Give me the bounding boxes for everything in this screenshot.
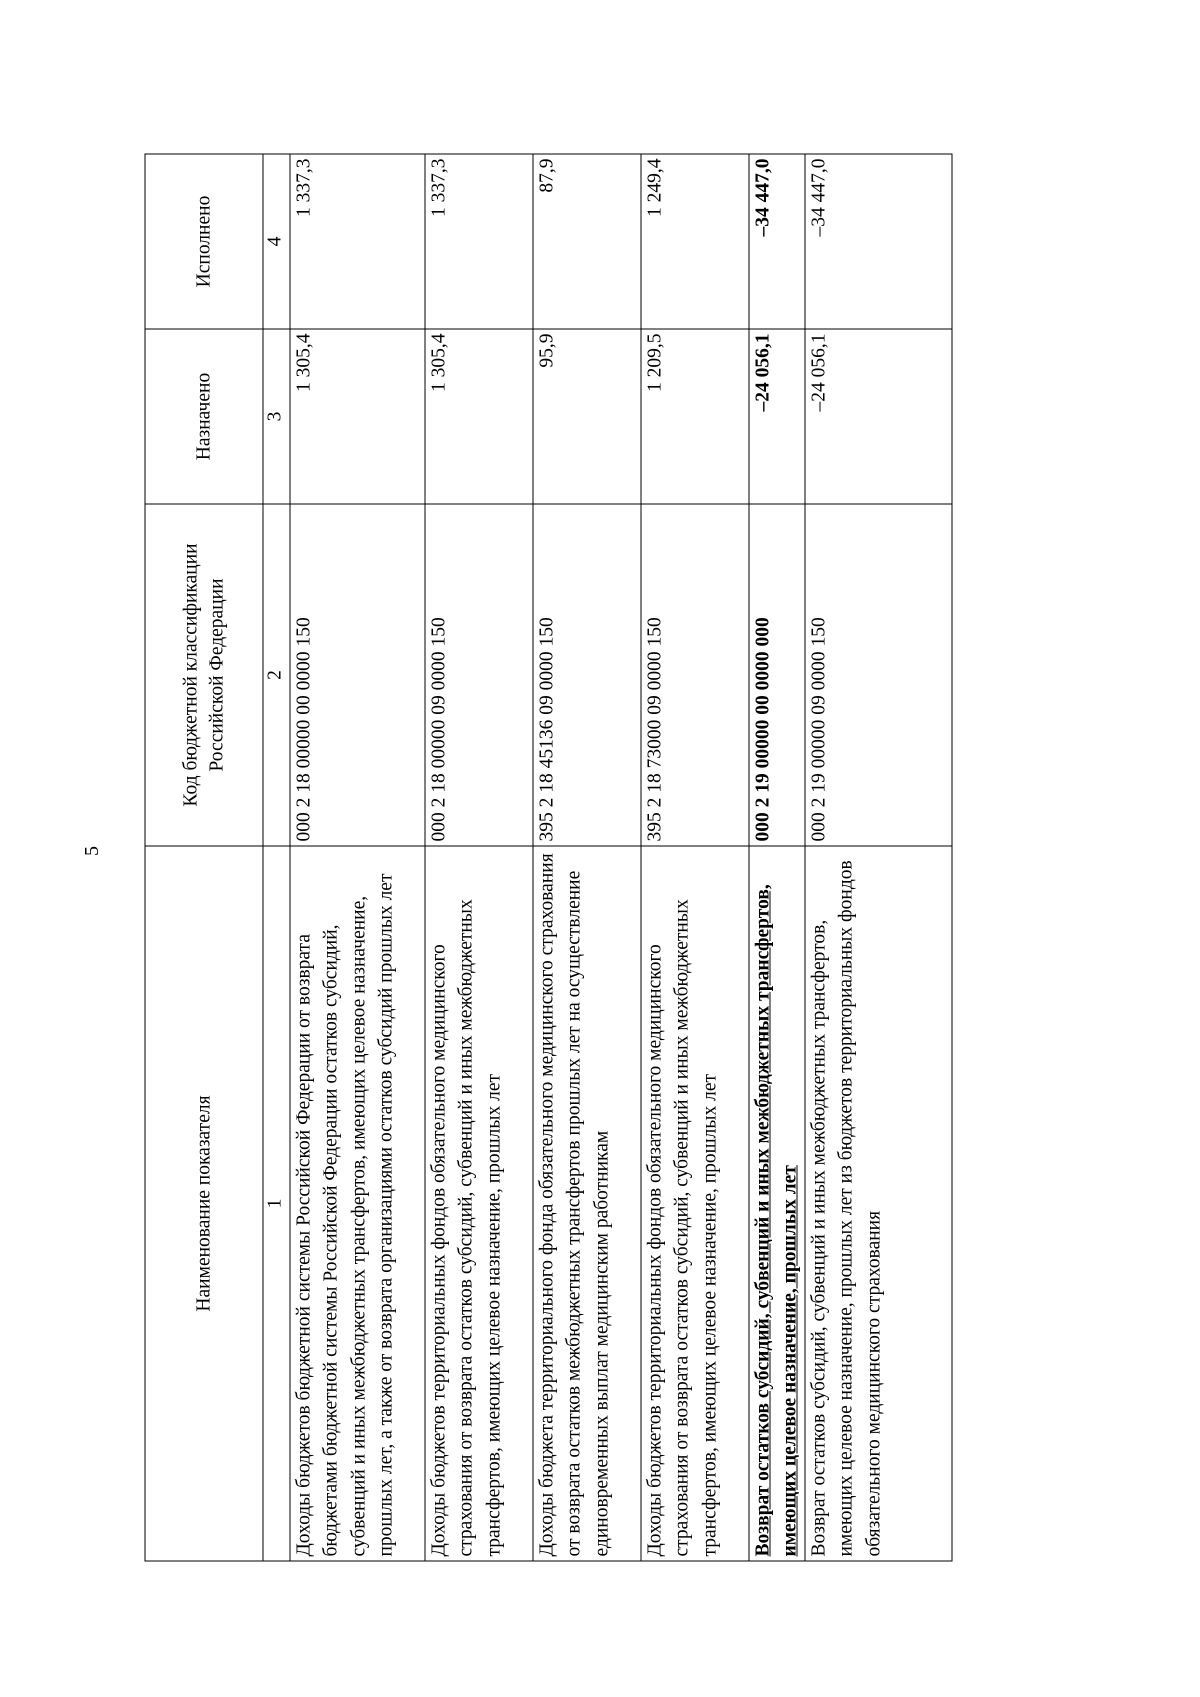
column-number: 1 [263, 846, 290, 1561]
column-number-row [263, 154, 290, 1561]
row-executed: 1 337,3 [425, 154, 533, 329]
row-code: 000 2 19 00000 00 0000 000 [749, 504, 805, 846]
row-planned: –24 056,1 [804, 329, 951, 504]
header-executed: Исполнено [145, 154, 263, 329]
table-row-total [749, 154, 805, 1561]
row-planned: –24 056,1 [749, 329, 805, 504]
row-code: 395 2 18 45136 09 0000 150 [533, 504, 641, 846]
row-code: 000 2 18 00000 09 0000 150 [425, 504, 533, 846]
column-number: 2 [263, 504, 290, 846]
table-row [425, 154, 533, 1561]
row-planned: 95,9 [533, 329, 641, 504]
row-name: Возврат остатков субсидий, субвенций и иных межбюджетных трансфертов, имеющих целевое назначение, прошлых лет [749, 846, 805, 1561]
row-name: Доходы бюджетов бюджетной системы Российской Федерации от возврата бюджетами бюджетной системы Российской Федерации остатков субсидий, субвенций и иных межбюджетных трансфертов, имеющих целевое назначение, прошлых лет, а также от возврата организациями остатков субсидий прошлых лет [290, 846, 425, 1561]
row-name: Доходы бюджетов территориальных фондов обязательного медицинского страхования от возврата остатков субсидий, субвенций и иных межбюджетных трансфертов, имеющих целевое назначение, прошлых лет [641, 846, 749, 1561]
table-header-row [145, 154, 263, 1561]
report-table [144, 154, 952, 1562]
row-code: 000 2 18 00000 00 0000 150 [290, 504, 425, 846]
column-number: 3 [263, 329, 290, 504]
row-planned: 1 305,4 [425, 329, 533, 504]
header-planned: Назначено [145, 329, 263, 504]
row-name: Доходы бюджетов территориальных фондов обязательного медицинского страхования от возврата остатков субсидий, субвенций и иных межбюджетных трансфертов, имеющих целевое назначение, прошлых лет [425, 846, 533, 1561]
row-executed: 1 337,3 [290, 154, 425, 329]
table-row [533, 154, 641, 1561]
row-name: Возврат остатков субсидий, субвенций и иных межбюджетных трансфертов, имеющих целевое назначение, прошлых лет из бюджетов территориальных фондов обязательного медицинского страхования [804, 846, 951, 1561]
row-code: 395 2 18 73000 09 0000 150 [641, 504, 749, 846]
row-planned: 1 209,5 [641, 329, 749, 504]
row-executed: 87,9 [533, 154, 641, 329]
column-number: 4 [263, 154, 290, 329]
header-name: Наименование показателя [145, 846, 263, 1561]
row-executed: –34 447,0 [804, 154, 951, 329]
row-planned: 1 305,4 [290, 329, 425, 504]
row-code: 000 2 19 00000 09 0000 150 [804, 504, 951, 846]
report-table-container [144, 155, 944, 1562]
table-row [804, 154, 951, 1561]
table-row [290, 154, 425, 1561]
page-number: 5 [81, 846, 103, 856]
header-code: Код бюджетной классификации Российской Федерации [145, 504, 263, 846]
table-row [641, 154, 749, 1561]
row-name: Доходы бюджета территориального фонда обязательного медицинского страхования от возврата остатков межбюджетных трансфертов прошлых лет на осуществление единовременных выплат медицинским работникам [533, 846, 641, 1561]
row-executed: 1 249,4 [641, 154, 749, 329]
row-executed: –34 447,0 [749, 154, 805, 329]
